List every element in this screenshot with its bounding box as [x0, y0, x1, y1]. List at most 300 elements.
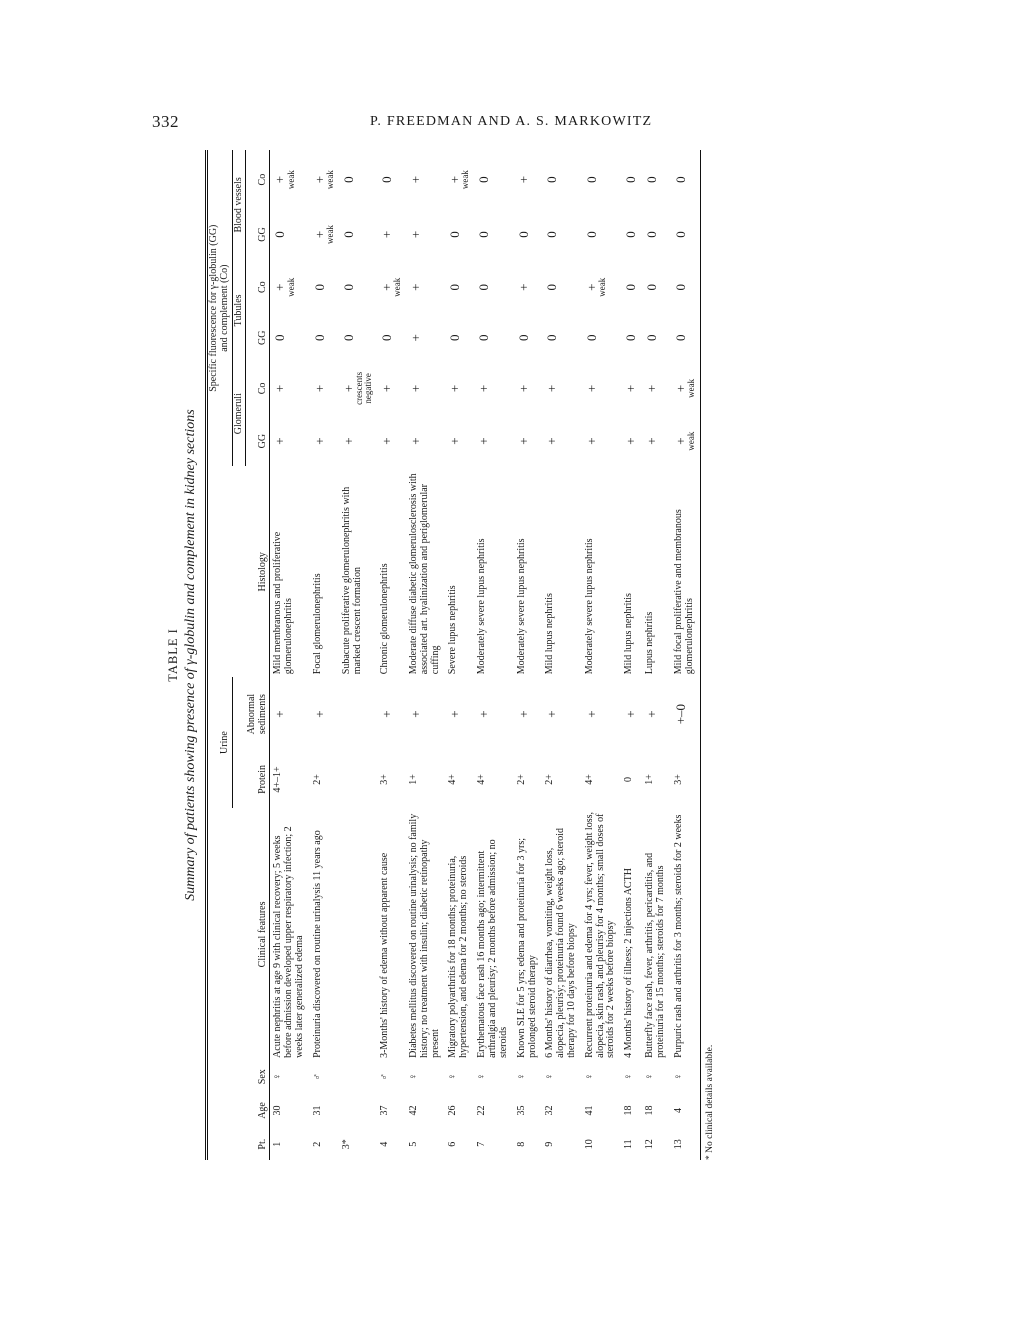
patient-number-cell — [514, 1128, 543, 1160]
age-cell — [582, 1093, 621, 1129]
vessels-co-cell — [621, 150, 642, 209]
urine-header: Urine — [207, 677, 233, 808]
age-cell — [474, 1093, 513, 1129]
table-row — [310, 150, 339, 1160]
age-cell — [377, 1093, 406, 1129]
glomeruli-gg-value: + — [272, 437, 288, 445]
glomeruli-co-cell — [445, 361, 474, 416]
sex-cell — [270, 1061, 310, 1093]
tubules-co-cell — [406, 260, 445, 315]
urine-protein-cell — [310, 751, 339, 808]
glomeruli-gg-cell — [514, 416, 543, 467]
tubules-co-note: weak — [391, 277, 402, 297]
tubules-co-cell — [671, 260, 701, 315]
histology-cell — [621, 466, 642, 677]
glomeruli-co-cell — [474, 361, 513, 416]
tubules-co-cell — [377, 260, 406, 315]
glomeruli-co-value: + — [407, 384, 423, 393]
histology-value: Lupus nephritis — [644, 611, 656, 675]
sex-value: ♀ — [407, 1072, 419, 1081]
urine-protein-cell — [406, 751, 445, 808]
abnormal-sediments-value: + — [515, 710, 531, 718]
table-row — [377, 150, 406, 1160]
glomeruli-gg-value: + — [515, 437, 531, 445]
vessels-co-note: weak — [324, 170, 335, 190]
vessels-co-value: 0 — [672, 176, 688, 183]
clinical-features-cell — [310, 808, 339, 1061]
histology-cell — [377, 466, 406, 677]
table-row — [474, 150, 513, 1160]
age-value: 41 — [583, 1105, 595, 1116]
sex-value: ♂ — [378, 1072, 390, 1081]
histology-cell — [270, 466, 310, 677]
urine-protein-value: 4+ — [476, 774, 488, 785]
sex-header: Sex — [246, 1061, 270, 1093]
tubules-co-cell — [642, 260, 671, 315]
sex-cell — [406, 1061, 445, 1093]
glomeruli-co-note: crescents negative — [353, 371, 373, 405]
urine-protein-cell — [514, 751, 543, 808]
tubules-header: Tubules — [232, 260, 246, 361]
urine-protein-value: 3+ — [672, 774, 684, 785]
patient-number-value: 9 — [544, 1141, 556, 1147]
vessels-gg-value: + — [311, 230, 327, 239]
sex-cell — [310, 1061, 339, 1093]
glomeruli-co-cell — [542, 361, 581, 416]
vessels-co-value: 0 — [623, 176, 639, 183]
age-cell — [514, 1093, 543, 1129]
tubules-gg-value: 0 — [378, 334, 394, 342]
glomeruli-co-cell — [339, 361, 377, 416]
urine-protein-cell — [582, 751, 621, 808]
glomeruli-co-value: + — [340, 384, 356, 393]
vessels-gg-value: 0 — [672, 231, 688, 238]
urine-protein-value: 4+–1+ — [272, 766, 284, 793]
glomeruli-header: Glomeruli — [232, 361, 246, 466]
table-label: TABLE I — [166, 628, 180, 682]
vessels-co-value: + — [407, 175, 423, 184]
glomeruli-co-note: weak — [685, 378, 696, 398]
age-value: 18 — [644, 1105, 656, 1116]
histology-cell — [339, 466, 377, 677]
clinical-features-header: Clinical features — [246, 808, 270, 1061]
histology-cell — [310, 466, 339, 677]
clinical-features-value: Recurrent proteinuria and edema for 4 yrs; fever, weight loss, alopecia, skin rash, and pleurisy for 4 months; small doses of steroids for 2 weeks before biopsy — [583, 812, 617, 1058]
vessels-gg-cell — [445, 209, 474, 260]
age-cell — [542, 1093, 581, 1129]
abnormal-sediments-value: + — [476, 710, 492, 718]
vessels-gg-cell — [310, 209, 339, 260]
glomeruli-gg-cell — [642, 416, 671, 467]
histology-value: Focal glomerulonephritis — [311, 573, 323, 675]
tubules-co-note: weak — [596, 277, 607, 297]
clinical-features-cell — [671, 808, 701, 1061]
clinical-features-value: 4 Months' history of illness; 2 injections ACTH — [623, 868, 635, 1058]
urine-protein-cell — [621, 751, 642, 808]
abnormal-sediments-cell — [671, 677, 701, 751]
sex-cell — [642, 1061, 671, 1093]
urine-protein-value: 2+ — [515, 774, 527, 785]
vessels-gg-cell — [671, 209, 701, 260]
age-value: 22 — [476, 1105, 488, 1116]
abnormal-sediments-cell — [339, 677, 377, 751]
age-value: 37 — [378, 1105, 390, 1116]
tubules-gg-value: 0 — [644, 334, 660, 342]
glomeruli-co-cell — [310, 361, 339, 416]
vessels-gg-cell — [339, 209, 377, 260]
histology-cell — [642, 466, 671, 677]
table-body — [270, 150, 700, 1160]
sex-value: ♀ — [447, 1072, 459, 1081]
histology-value: Mild focal proliferative and membranous glomerulonephritis — [672, 509, 695, 675]
histology-value: Moderately severe lupus nephritis — [515, 538, 527, 675]
age-cell — [445, 1093, 474, 1129]
tubules-gg-cell — [270, 315, 310, 361]
blood-vessels-header: Blood vessels — [232, 150, 246, 260]
histology-header: Histology — [246, 466, 270, 677]
age-value: 4 — [672, 1107, 684, 1113]
clinical-features-value: Proteinuria discovered on routine urinalysis 11 years ago — [311, 830, 323, 1058]
histology-cell — [514, 466, 543, 677]
tubules-gg-value: + — [407, 334, 423, 342]
age-value: 18 — [623, 1105, 635, 1116]
tubules-gg-cell — [621, 315, 642, 361]
vessels-co-header: Co — [246, 150, 270, 209]
histology-cell — [671, 466, 701, 677]
sex-cell — [621, 1061, 642, 1093]
vessels-co-cell — [514, 150, 543, 209]
tubules-gg-value: 0 — [515, 334, 531, 342]
patient-number-cell — [270, 1128, 310, 1160]
urine-protein-cell — [445, 751, 474, 808]
clinical-features-value: Purpuric rash and arthritis for 3 months; steroids for 2 weeks — [672, 814, 684, 1058]
vessels-gg-note: weak — [324, 225, 335, 244]
glomeruli-gg-cell — [310, 416, 339, 467]
sex-cell — [445, 1061, 474, 1093]
tubules-co-value: + — [583, 283, 599, 291]
vessels-co-note: weak — [460, 170, 471, 190]
abnormal-sediments-header: Abnormal sediments — [246, 677, 270, 751]
pt-header: Pt. — [246, 1128, 270, 1160]
glomeruli-co-cell — [514, 361, 543, 416]
clinical-features-cell — [445, 808, 474, 1061]
urine-protein-cell — [270, 751, 310, 808]
clinical-features-value: Migratory polyarthritis for 18 months; proteinuria, hypertension, and edema for 2 months; no steroids — [447, 855, 470, 1058]
age-header: Age — [246, 1093, 270, 1129]
vessels-gg-value: 0 — [515, 231, 531, 238]
tubules-co-value: 0 — [623, 283, 639, 291]
glomeruli-gg-value: + — [583, 437, 599, 445]
page-number: 332 — [152, 112, 179, 131]
patient-number-cell — [474, 1128, 513, 1160]
glomeruli-co-cell — [582, 361, 621, 416]
tubules-gg-header: GG — [246, 315, 270, 361]
glomeruli-gg-cell — [621, 416, 642, 467]
sex-value: ♀ — [272, 1072, 284, 1081]
abnormal-sediments-value: + — [311, 710, 327, 718]
glomeruli-gg-cell — [377, 416, 406, 467]
glomeruli-gg-value: + — [644, 437, 660, 445]
vessels-co-value: 0 — [644, 176, 660, 183]
glomeruli-gg-cell — [445, 416, 474, 467]
tubules-gg-cell — [671, 315, 701, 361]
tubules-co-cell — [310, 260, 339, 315]
abnormal-sediments-value: + — [378, 710, 394, 718]
glomeruli-gg-value: + — [311, 437, 327, 445]
vessels-gg-value: 0 — [272, 231, 288, 238]
patient-number-cell — [671, 1128, 701, 1160]
vessels-co-value: 0 — [544, 176, 560, 183]
vessels-co-cell — [671, 150, 701, 209]
urine-protein-value: 4+ — [447, 774, 459, 785]
glomeruli-gg-cell — [542, 416, 581, 467]
glomeruli-gg-value: + — [672, 437, 688, 445]
abnormal-sediments-value: + — [544, 710, 560, 718]
specific-fluorescence-header: Specific fluorescence for γ-globulin (GG) and complement (Co) — [207, 150, 233, 466]
vessels-co-value: 0 — [340, 176, 356, 183]
tubules-gg-value: 0 — [583, 334, 599, 342]
tubules-gg-value: 0 — [272, 334, 288, 342]
urine-protein-cell — [642, 751, 671, 808]
histology-value: Mild lupus nephritis — [544, 593, 556, 675]
table-footnote: * No clinical details available. — [704, 1044, 715, 1160]
glomeruli-co-value: + — [583, 384, 599, 393]
glomeruli-gg-cell — [582, 416, 621, 467]
age-value: 35 — [515, 1105, 527, 1116]
vessels-co-cell — [406, 150, 445, 209]
patient-number-value: 11 — [623, 1139, 635, 1150]
tubules-co-cell — [621, 260, 642, 315]
glomeruli-co-value: + — [476, 384, 492, 393]
histology-cell — [542, 466, 581, 677]
glomeruli-co-value: + — [447, 384, 463, 393]
abnormal-sediments-cell — [377, 677, 406, 751]
vessels-gg-value: 0 — [644, 231, 660, 238]
vessels-gg-cell — [514, 209, 543, 260]
abnormal-sediments-value: + — [623, 710, 639, 718]
tubules-co-value: 0 — [672, 283, 688, 291]
patient-number-value: 5 — [407, 1141, 419, 1147]
urine-protein-value: 4+ — [583, 774, 595, 785]
clinical-features-cell — [474, 808, 513, 1061]
clinical-features-value: Known SLE for 5 yrs; edema and proteinuria for 3 yrs; prolonged steroid therapy — [515, 837, 538, 1058]
vessels-gg-cell — [270, 209, 310, 260]
clinical-features-value: 3-Months' history of edema without apparent cause — [378, 852, 390, 1058]
glomeruli-co-cell — [406, 361, 445, 416]
glomeruli-co-value: + — [311, 384, 327, 393]
tubules-co-value: 0 — [644, 283, 660, 291]
age-cell — [642, 1093, 671, 1129]
patient-number-value: 13 — [672, 1139, 684, 1150]
tubules-co-cell — [445, 260, 474, 315]
vessels-gg-value: + — [378, 230, 394, 239]
histology-value: Severe lupus nephritis — [447, 585, 459, 675]
sex-cell — [542, 1061, 581, 1093]
tubules-co-value: + — [515, 283, 531, 291]
sex-value: ♀ — [672, 1072, 684, 1081]
glomeruli-co-value: + — [272, 384, 288, 393]
abnormal-sediments-value: + — [272, 710, 288, 718]
vessels-co-cell — [377, 150, 406, 209]
sex-cell — [671, 1061, 701, 1093]
tubules-gg-cell — [339, 315, 377, 361]
age-value: 42 — [407, 1105, 419, 1116]
table-row — [542, 150, 581, 1160]
urine-protein-value: 1+ — [407, 774, 419, 785]
tubules-gg-value: 0 — [544, 334, 560, 342]
urine-protein-cell — [474, 751, 513, 808]
urine-protein-value: 1+ — [644, 774, 656, 785]
glomeruli-co-value: + — [623, 384, 639, 393]
tubules-co-value: + — [407, 283, 423, 291]
urine-protein-cell — [671, 751, 701, 808]
histology-value: Moderately severe lupus nephritis — [583, 538, 595, 675]
vessels-co-value: 0 — [583, 176, 599, 183]
age-cell — [270, 1093, 310, 1129]
abnormal-sediments-cell — [642, 677, 671, 751]
age-value: 26 — [447, 1105, 459, 1116]
glomeruli-gg-note: weak — [685, 431, 696, 451]
vessels-gg-value: 0 — [544, 231, 560, 238]
vessels-co-value: + — [311, 175, 327, 184]
clinical-features-value: Diabetes mellitus discovered on routine urinalysis; no family history; no treatment with insulin; diabetic retinopathy present — [407, 813, 441, 1058]
clinical-features-value: Acute nephritis at age 9 with clinical recovery; 5 weeks before admission developed upper respiratory infection; 2 weeks later generalized edema — [272, 826, 306, 1058]
glomeruli-co-cell — [642, 361, 671, 416]
glomeruli-co-header: Co — [246, 361, 270, 416]
tubules-gg-cell — [406, 315, 445, 361]
urine-protein-value: 0 — [623, 776, 635, 782]
tubules-gg-value: 0 — [447, 334, 463, 342]
abnormal-sediments-cell — [542, 677, 581, 751]
vessels-co-note: weak — [285, 170, 296, 190]
glomeruli-co-cell — [270, 361, 310, 416]
clinical-features-cell — [621, 808, 642, 1061]
vessels-gg-value: + — [407, 230, 423, 239]
abnormal-sediments-value: + — [644, 710, 660, 718]
clinical-features-value: Erythematous face rash 16 months ago; intermittent arthralgia and pleurisy; 2 months before admission; no steroids — [476, 839, 509, 1058]
tubules-co-value: + — [272, 283, 288, 291]
sex-value: ♀ — [623, 1072, 635, 1081]
tubules-co-cell — [270, 260, 310, 315]
age-cell — [621, 1093, 642, 1129]
tubules-gg-value: 0 — [476, 334, 492, 342]
patient-number-cell — [621, 1128, 642, 1160]
tubules-gg-value: 0 — [672, 334, 688, 342]
urine-protein-value: 2+ — [544, 774, 556, 785]
histology-value: Moderate diffuse diabetic glomerulosclerosis with associated art. hyalinization and periglomerular cuffing — [407, 473, 441, 675]
clinical-features-cell — [339, 808, 377, 1061]
patient-number-cell — [445, 1128, 474, 1160]
abnormal-sediments-value: + — [447, 710, 463, 718]
vessels-co-cell — [542, 150, 581, 209]
tubules-co-value: 0 — [544, 283, 560, 291]
vessels-gg-cell — [377, 209, 406, 260]
vessels-gg-value: 0 — [623, 231, 639, 238]
glomeruli-co-cell — [377, 361, 406, 416]
clinical-features-cell — [406, 808, 445, 1061]
patient-number-value: 1 — [272, 1141, 284, 1147]
glomeruli-gg-cell — [339, 416, 377, 467]
tubules-co-cell — [514, 260, 543, 315]
sex-value: ♀ — [644, 1072, 656, 1081]
patient-number-value: 4 — [378, 1141, 390, 1147]
histology-cell — [445, 466, 474, 677]
patient-number-cell — [542, 1128, 581, 1160]
vessels-co-cell — [582, 150, 621, 209]
sex-value: ♀ — [515, 1072, 527, 1081]
tubules-co-value: 0 — [340, 283, 356, 291]
vessels-co-value: + — [272, 175, 288, 184]
clinical-features-cell — [582, 808, 621, 1061]
vessels-gg-cell — [582, 209, 621, 260]
clinical-features-value: Butterfly face rash, fever, arthritis, pericarditis, and proteinuria for 15 months; steroids for 7 months — [644, 852, 666, 1058]
abnormal-sediments-cell — [582, 677, 621, 751]
table-row — [406, 150, 445, 1160]
clinical-features-cell — [542, 808, 581, 1061]
tubules-gg-value: 0 — [623, 334, 639, 342]
vessels-co-cell — [270, 150, 310, 209]
abnormal-sediments-value: + — [407, 710, 423, 718]
sex-value: ♀ — [583, 1072, 595, 1081]
tubules-gg-cell — [582, 315, 621, 361]
glomeruli-gg-value: + — [340, 437, 356, 445]
patient-number-value: 12 — [644, 1139, 656, 1150]
patient-number-cell — [582, 1128, 621, 1160]
vessels-co-cell — [474, 150, 513, 209]
glomeruli-gg-cell — [406, 416, 445, 467]
patient-number-value: 2 — [311, 1141, 323, 1147]
patient-number-cell — [339, 1128, 377, 1160]
glomeruli-co-value: + — [644, 384, 660, 393]
abnormal-sediments-cell — [621, 677, 642, 751]
clinical-features-cell — [514, 808, 543, 1061]
sex-cell — [377, 1061, 406, 1093]
tubules-gg-cell — [474, 315, 513, 361]
protein-header: Protein — [246, 751, 270, 808]
sex-cell — [474, 1061, 513, 1093]
tubules-co-value: 0 — [476, 283, 492, 291]
data-table — [205, 150, 701, 1160]
glomeruli-gg-value: + — [544, 437, 560, 445]
tubules-co-value: 0 — [447, 283, 463, 291]
urine-protein-value: 2+ — [311, 774, 323, 785]
tubules-co-cell — [474, 260, 513, 315]
patient-number-value: 3* — [340, 1139, 352, 1150]
tubules-gg-cell — [377, 315, 406, 361]
vessels-co-cell — [642, 150, 671, 209]
clinical-features-cell — [270, 808, 310, 1061]
sex-value: ♀ — [544, 1072, 556, 1081]
glomeruli-co-value: + — [515, 384, 531, 393]
sex-cell — [514, 1061, 543, 1093]
table-row — [582, 150, 621, 1160]
tubules-gg-value: 0 — [311, 334, 327, 342]
clinical-features-cell — [377, 808, 406, 1061]
rotated-table-container — [160, 150, 850, 1160]
tubules-gg-cell — [542, 315, 581, 361]
glomeruli-gg-header: GG — [246, 416, 270, 467]
sex-value: ♂ — [311, 1072, 323, 1081]
vessels-co-cell — [310, 150, 339, 209]
tubules-gg-cell — [642, 315, 671, 361]
vessels-gg-value: 0 — [447, 231, 463, 238]
patient-number-value: 10 — [583, 1139, 595, 1150]
abnormal-sediments-cell — [310, 677, 339, 751]
age-cell — [671, 1093, 701, 1129]
tubules-co-value: + — [378, 283, 394, 291]
glomeruli-co-value: + — [544, 384, 560, 393]
age-value: 30 — [272, 1105, 284, 1116]
